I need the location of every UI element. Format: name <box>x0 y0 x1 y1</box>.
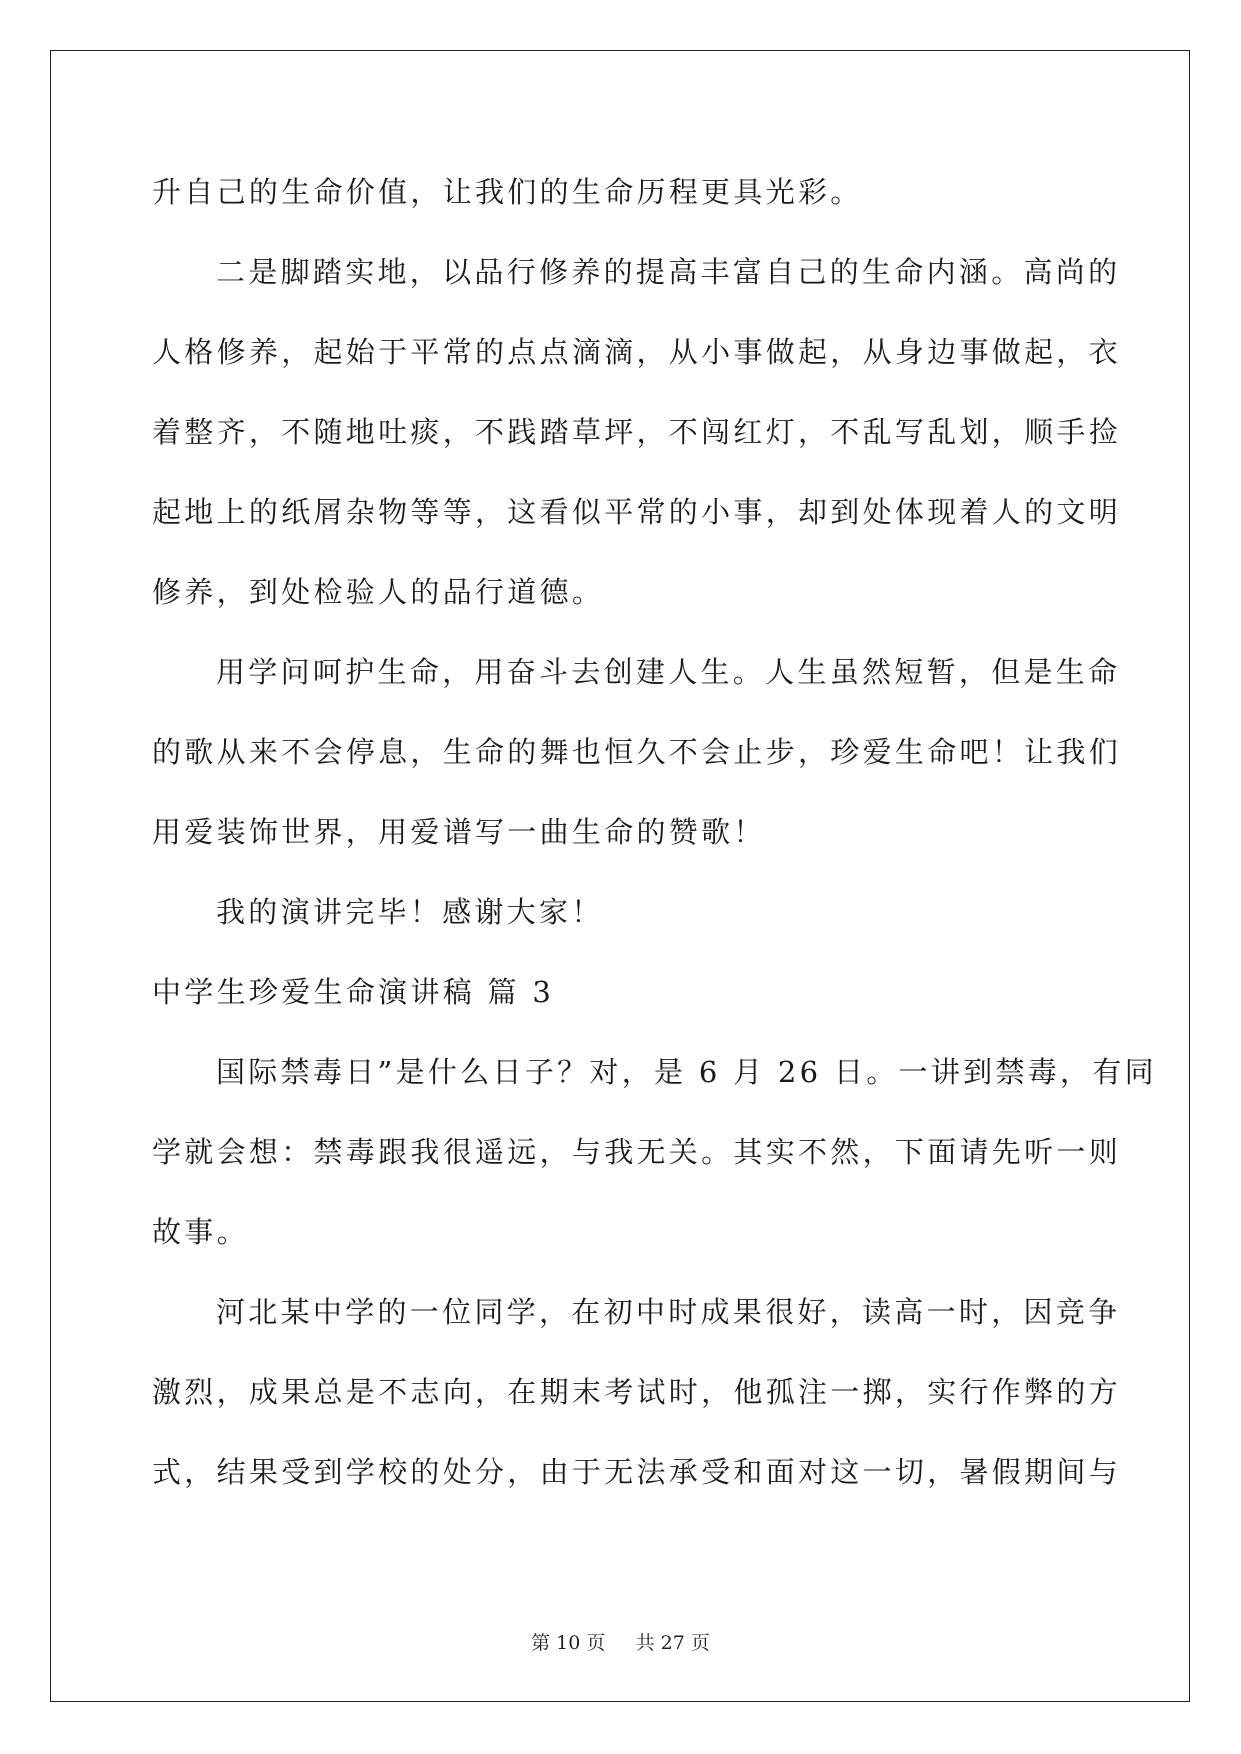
paragraph-line: 二是脚踏实地，以品行修养的提高丰富自己的生命内涵。高尚的 <box>216 255 1121 289</box>
page-total: 共 27 页 <box>635 1632 710 1654</box>
section-heading: 中学生珍爱生命演讲稿 篇 3 <box>152 975 555 1009</box>
paragraph-line: 的歌从来不会停息，生命的舞也恒久不会止步，珍爱生命吧！让我们 <box>152 735 1122 769</box>
paragraph-line: 我的演讲完毕！感谢大家！ <box>216 895 604 929</box>
paragraph-line: 起地上的纸屑杂物等等，这看似平常的小事，却到处体现着人的文明 <box>152 495 1122 529</box>
paragraph-line: 故事。 <box>152 1215 249 1249</box>
paragraph-line: 修养，到处检验人的品行道德。 <box>152 575 605 609</box>
paragraph-line: 着整齐，不随地吐痰，不践踏草坪，不闯红灯，不乱写乱划，顺手捡 <box>152 415 1122 449</box>
paragraph-line: 用爱装饰世界，用爱谱写一曲生命的赞歌！ <box>152 815 766 849</box>
paragraph-line: 激烈，成果总是不志向，在期末考试时，他孤注一掷，实行作弊的方 <box>152 1375 1122 1409</box>
paragraph-line: 学就会想：禁毒跟我很遥远，与我无关。其实不然，下面请先听一则 <box>152 1135 1122 1169</box>
paragraph-line: 式，结果受到学校的处分，由于无法承受和面对这一切，暑假期间与 <box>152 1455 1122 1489</box>
paragraph-line: 人格修养，起始于平常的点点滴滴，从小事做起，从身边事做起，衣 <box>152 335 1122 369</box>
paragraph-line: 国际禁毒日”是什么日子？对，是 6 月 26 日。一讲到禁毒，有同 <box>216 1055 1157 1089</box>
paragraph-line: 河北某中学的一位同学，在初中时成果很好，读高一时，因竞争 <box>216 1295 1121 1329</box>
page-footer <box>0 1631 1241 1655</box>
paragraph-line: 用学问呵护生命，用奋斗去创建人生。人生虽然短暂，但是生命 <box>216 655 1121 689</box>
page-number: 第 10 页 <box>531 1632 606 1654</box>
paragraph-line: 升自己的生命价值，让我们的生命历程更具光彩。 <box>152 175 863 209</box>
